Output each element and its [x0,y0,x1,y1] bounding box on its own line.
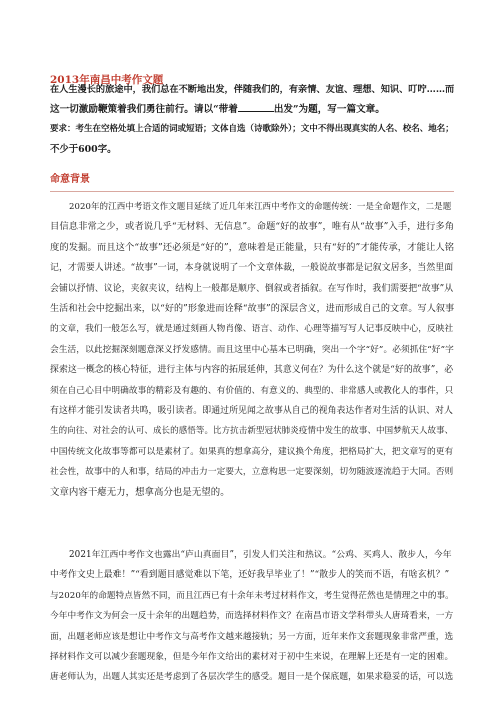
requirement-line: 要求：考生在空格处填上合适的词或短语；文体自选（诗歌除外）；文中不得出现真实的人名、校名、地名； [50,124,454,134]
text-line: 择材料作文可以减少套题现象，但是今年作文给出的素材对于初中生来说，在理解上还是有一定的困难。 [50,652,454,663]
prompt-line: 在人生漫长的旅途中，我们总在不断地出发，伴随我们的，有亲情、友谊、理想、知识、叮咛……而 [50,84,455,95]
text-line: 会生活，以此挖掘深刻题意深义抒发感情。而且这里中心基本已明确，突出一个字“好”。必须抓住“好”字 [50,344,454,355]
text-line: 面，出题老师应该是想让中考作文与高考作文越来越接轨；另一方面，近年来作文套题现象非常严重，选 [50,631,454,642]
text-line: 2020年的江西中考语文作文题目延续了近几年来江西中考作文的命题传统：一是全命题作文，二是题 [69,202,452,212]
text-line: 中国传统文化故事等都可以是素材了。如果真的想拿高分，建议换个角度，把格局扩大，把文章写的更有 [50,446,454,457]
text-line: 探索这一概念的核心特征，进行主体与内容的拓展延伸，其意义何在？为什么这个就是“好的故事”，必 [50,365,454,376]
prompt-title: 2013年南昌中考作文题 [50,74,164,86]
prompt-line [50,100,454,120]
text-line: 生活和社会中挖掘出来，以“好的”形象进而诠释“故事”的深层含义，进而形成自己的文章。写人叙事 [50,304,455,315]
text-line: 文章内容干瘪无力，想拿高分也是无望的。 [50,486,230,498]
paragraph-1 [50,197,454,503]
text-line: 与2020年的命题特点皆然不同，而且江西已有十余年未考过材料作文，考生觉得茫然也是情理之中的事。 [50,590,454,601]
text-line: 会铺以抒情、议论，夹叙夹议，结构上一般都是顺序、倒叙或者插叙。在写作时，我们需要把“故事”从 [50,283,454,294]
text-line: 社会性，故事中的人和事，结局的冲击力一定要大，立意构思一定要深刻，切勿随波逐流趋于大同。否则 [50,467,454,478]
text-line: 记，才需要人讲述。“故事”一词，本身就说明了一个文章体裁，一般说故事都是记叙文居多，当然里面 [50,263,454,274]
text-line: 2021年江西中考作文也露出“庐山真面目”，引发人们关注和热议。“公鸡、买鸡人、散步人，今年 [69,550,452,560]
text-line: 唐老师认为，出题人其实还是考虑到了各层次学生的感受。题目一是个保底题，如果求稳妥的话，可以选 [50,672,454,683]
section-heading: 命意背景 [50,174,90,185]
text-line: 中考作文史上最难！”“看到题目感觉难以下笔，还好我早毕业了！”“散步人的笑而不语，有啥玄机？” [50,570,450,581]
section-divider [50,191,454,192]
text-line: 度的发掘。而且这个“故事”还必须是“好的”，意味着是正能量，只有“好的”才能传承，才能让人铭 [50,241,455,253]
text-line: 有这样才能引发读者共鸣，吸引读者。即通过所见闻之故事从自己的视角表达作者对生活的认识、对人 [50,406,453,417]
fill-in-blank [238,103,274,112]
text-line: 目信息非常之少，或者说几乎“无材料、无信息”。命题“好的故事”，唯有从“故事”入手，进行多角 [50,221,455,233]
text-line: 生的向往、对社会的认可、成长的感悟等。比方抗击新型冠状肺炎疫情中发生的故事、中国梦航天人故事、 [50,426,454,437]
paragraph-2 [50,545,454,688]
prompt-line-part: 这一切激励鞭策着我们勇往前行。请以“带着 [50,104,238,115]
text-line: 今年中考作文为何会一反十余年的出题趋势，而选择材料作文？在南昌市语文学科带头人唐琦看来，一方 [50,611,454,622]
text-line: 须在自己心目中明确故事的精彩及有趣的、有价值的、有意义的、典型的、非常感人或教化人的事件，只 [50,385,454,396]
text-line: 的文章，我们一般怎么写，就是通过刻画人物肖像、语言、动作、心理等描写写人记事反映中心，反映社 [50,324,454,335]
requirement-line: 不少于600字。 [50,144,117,155]
prompt-line-part: 出发”为题，写一篇文章。 [273,104,385,115]
